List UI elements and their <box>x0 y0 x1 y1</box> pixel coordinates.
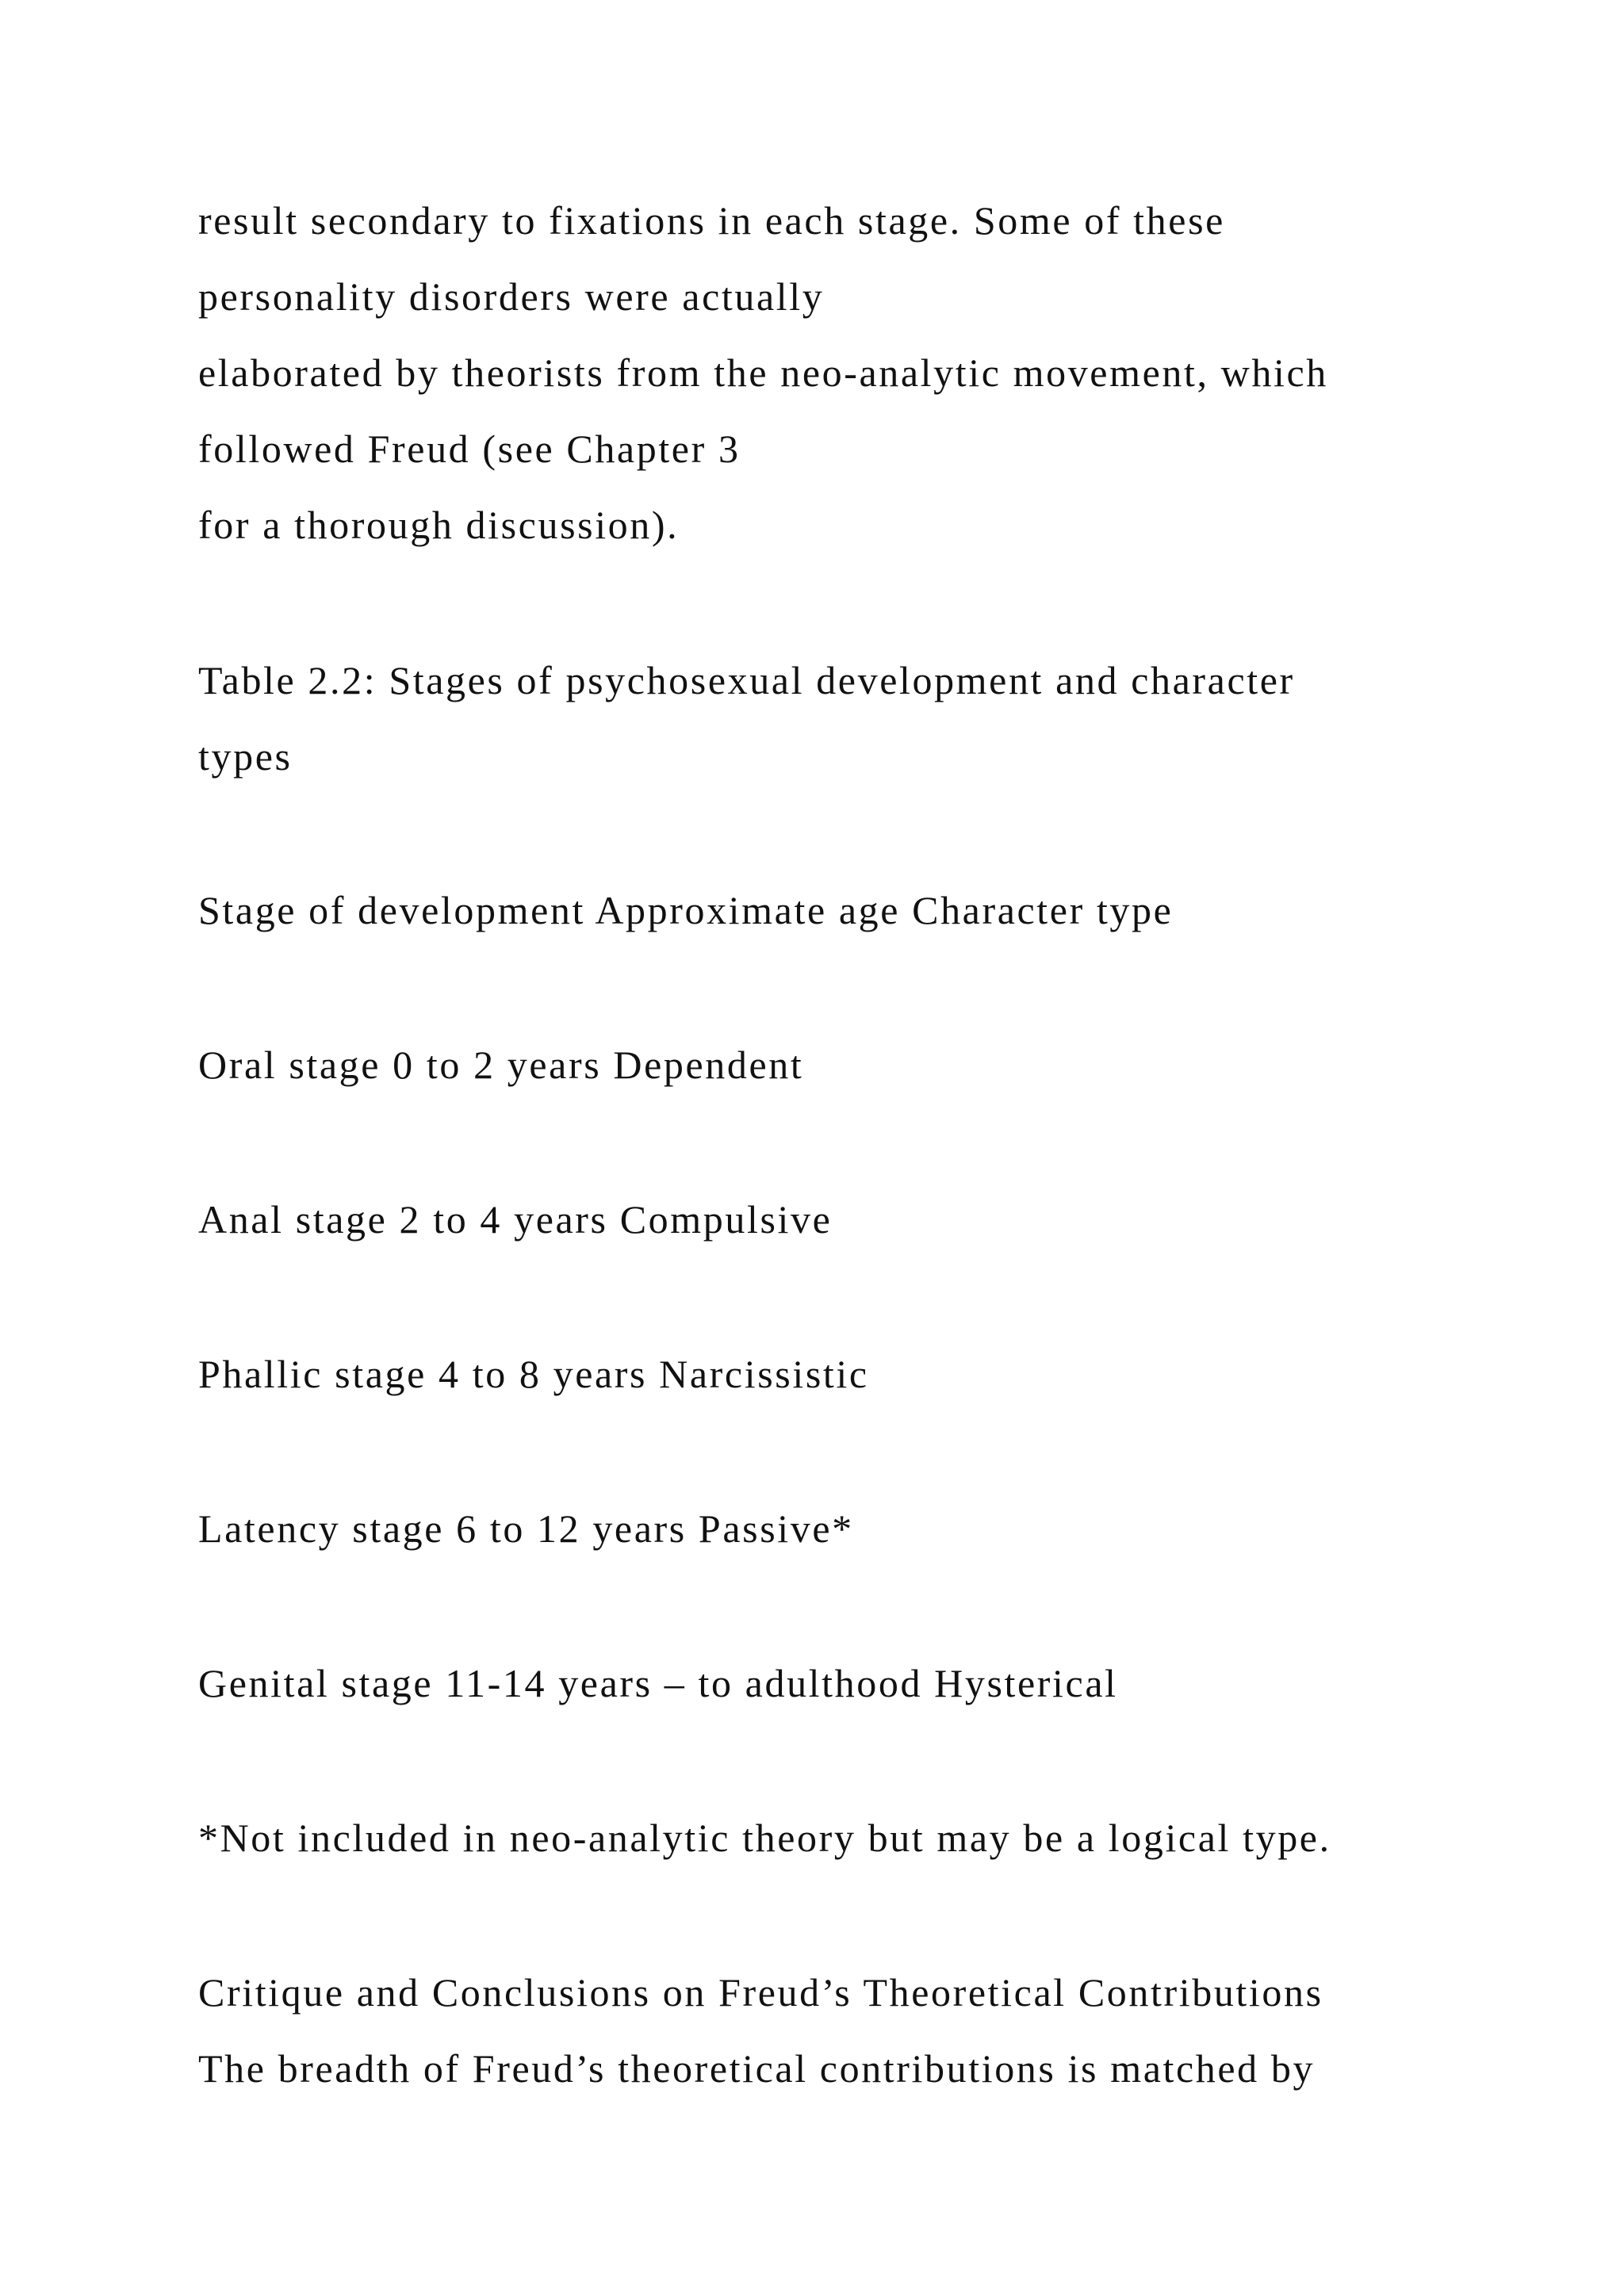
table-row: Latency stage 6 to 12 years Passive* <box>198 1506 854 1551</box>
paragraph-line: personality disorders were actually <box>198 274 825 319</box>
section-body-line: The breadth of Freud’s theoretical contributions is matched by <box>198 2046 1316 2091</box>
table-row: Oral stage 0 to 2 years Dependent <box>198 1043 804 1087</box>
table-caption: Table 2.2: Stages of psychosexual development and character <box>198 658 1295 702</box>
paragraph-line: for a thorough discussion). <box>198 503 680 547</box>
paragraph-line: followed Freud (see Chapter 3 <box>198 427 741 471</box>
table-row: Phallic stage 4 to 8 years Narcissistic <box>198 1352 869 1396</box>
paragraph-line: result secondary to fixations in each stage. Some of these <box>198 198 1225 243</box>
section-heading: Critique and Conclusions on Freud’s Theoretical Contributions <box>198 1970 1323 2015</box>
table-row: Genital stage 11-14 years – to adulthood Hysterical <box>198 1661 1118 1705</box>
table-footnote: *Not included in neo-analytic theory but may be a logical type. <box>198 1816 1331 1860</box>
table-header-row: Stage of development Approximate age Character type <box>198 888 1174 932</box>
table-row: Anal stage 2 to 4 years Compulsive <box>198 1197 833 1242</box>
paragraph-line: elaborated by theorists from the neo-analytic movement, which <box>198 350 1328 395</box>
table-caption-continued: types <box>198 734 293 779</box>
